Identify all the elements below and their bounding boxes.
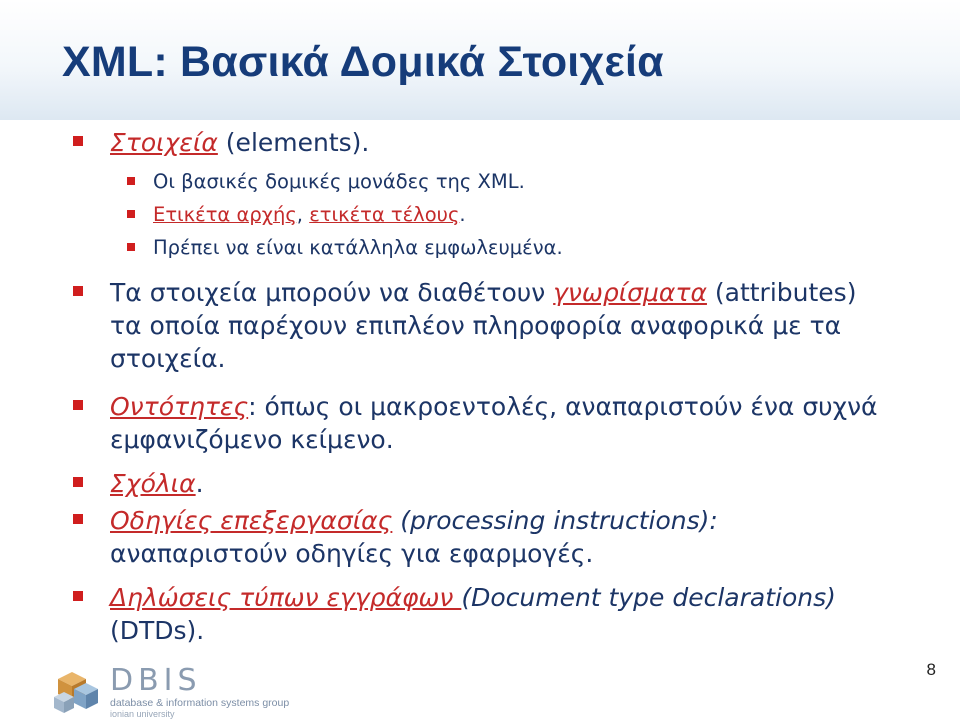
bullet-text: : όπως οι μακροεντολές, αναπαριστούν ένα συχνά (248, 392, 878, 421)
bullet-text: (elements). (217, 128, 370, 157)
link-entities[interactable]: Οντότητες (110, 392, 249, 421)
bullet-text-line2: εμφανιζόμενο κείμενο. (110, 425, 394, 454)
slide-title: XML: Βασικά Δομικά Στοιχεία (62, 38, 664, 86)
sub-bullet-sep: , (296, 203, 310, 226)
bullet-attributes (110, 278, 856, 374)
bullet-entities (110, 392, 878, 455)
bullet-text-line2: (DTDs). (110, 616, 205, 645)
bullet-text-line2: τα οποία παρέχουν επιπλέον πληροφορία αναφορικά με τα (110, 311, 842, 340)
sub-bullet-text: Οι βασικές δομικές μονάδες της XML. (153, 170, 525, 193)
dbis-cube-icon (52, 663, 106, 715)
link-comments[interactable]: Σχόλια (110, 469, 196, 498)
link-dtd[interactable]: Δηλώσεις τύπων εγγράφων (110, 583, 462, 612)
link-elements[interactable]: Στοιχεία (110, 128, 218, 157)
sub-bullet-nesting (153, 236, 563, 260)
page-number: 8 (926, 660, 936, 679)
link-processing-instructions[interactable]: Οδηγίες επεξεργασίας (110, 506, 393, 535)
bullet-square-icon (127, 243, 135, 251)
bullet-text-attributes: (attributes) (706, 278, 857, 307)
dbis-logo (52, 663, 290, 719)
sub-bullet-basic-units (153, 170, 525, 194)
bullet-square-icon (127, 210, 135, 218)
bullet-square-icon (73, 591, 83, 601)
bullet-processing-instructions (110, 506, 718, 569)
bullet-elements (110, 128, 369, 158)
link-start-tag[interactable]: Ετικέτα αρχής (153, 203, 297, 226)
bullet-square-icon (127, 177, 135, 185)
bullet-text: . (195, 469, 204, 498)
link-attributes[interactable]: γνωρίσματα (553, 278, 707, 307)
logo-wordmark: DBIS (110, 663, 202, 698)
bullet-dtd (110, 583, 836, 646)
logo-tagline: database & information systems group (110, 697, 290, 709)
bullet-text: (Document type declarations) (461, 583, 836, 612)
bullet-square-icon (73, 514, 83, 524)
bullet-square-icon (73, 286, 83, 296)
sub-bullet-end: . (459, 203, 466, 226)
bullet-text-line2: αναπαριστούν οδηγίες για εφαρμογές. (110, 539, 594, 568)
bullet-text-line3: στοιχεία. (110, 344, 226, 373)
bullet-square-icon (73, 400, 83, 410)
bullet-text: (processing instructions): (392, 506, 718, 535)
bullet-square-icon (73, 477, 83, 487)
bullet-comments (110, 469, 204, 499)
logo-university: ionian university (110, 709, 175, 719)
sub-bullet-tags (153, 203, 466, 227)
link-end-tag[interactable]: ετικέτα τέλους (309, 203, 460, 226)
bullet-text: Τα στοιχεία μπορούν να διαθέτουν (110, 278, 554, 307)
bullet-square-icon (73, 136, 83, 146)
sub-bullet-text: Πρέπει να είναι κατάλληλα εμφωλευμένα. (153, 236, 563, 259)
